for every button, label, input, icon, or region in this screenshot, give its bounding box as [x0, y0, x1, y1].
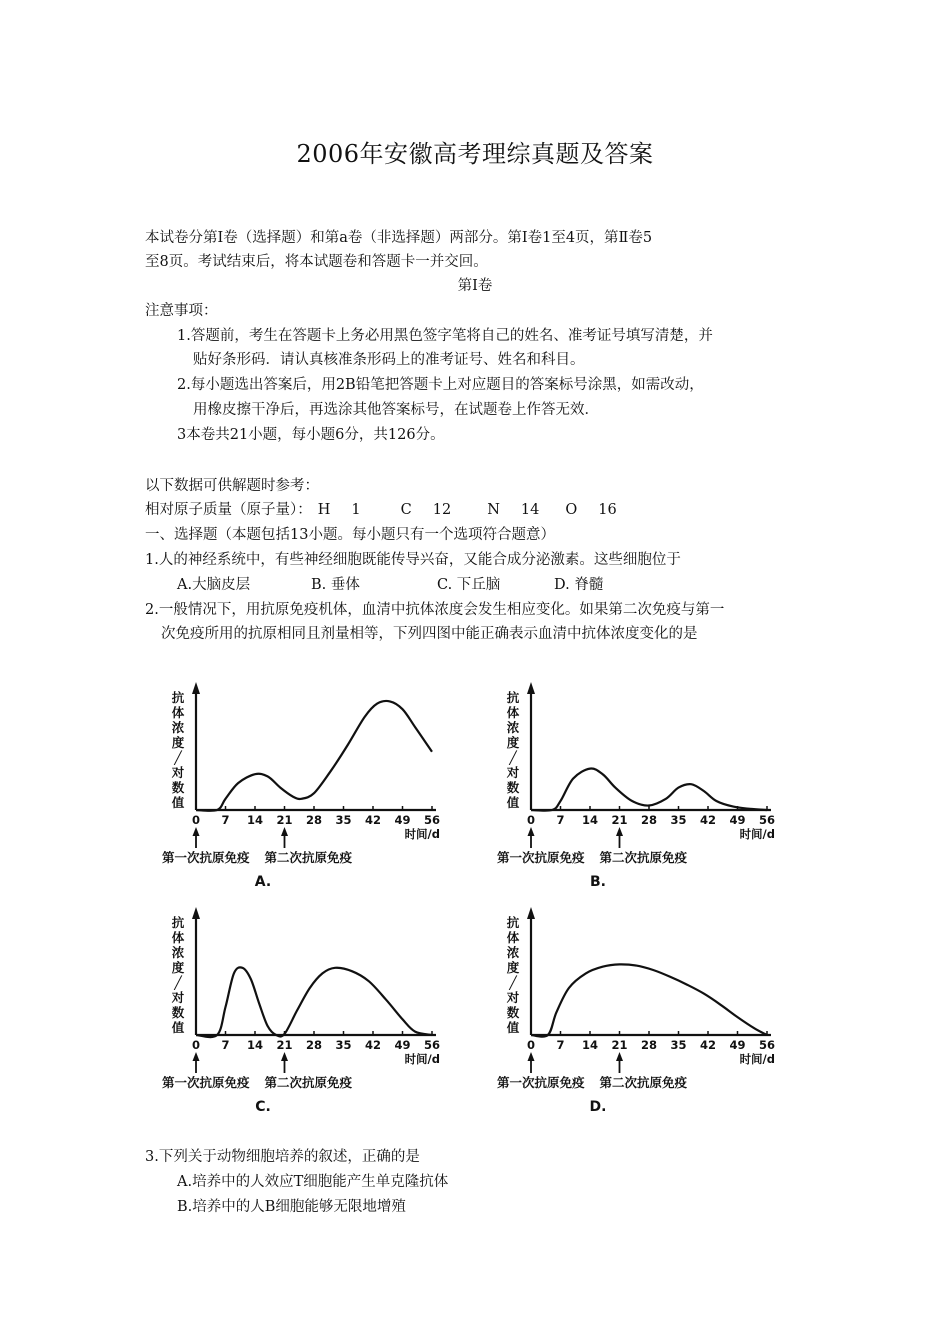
x-tick-label: 21: [611, 1038, 628, 1052]
atom-mass: 12: [432, 502, 452, 518]
note-2-cont: 用橡皮擦干净后，再选涂其他答案标号，在试题卷上作答无效．: [193, 402, 599, 418]
x-tick-label: 49: [729, 813, 746, 827]
x-tick-label: 14: [246, 1038, 264, 1052]
question-1-option-a: A.大脑皮层: [177, 577, 251, 593]
y-axis-label-char: 对: [506, 765, 520, 780]
y-axis-label-char: ╱: [174, 750, 182, 765]
y-axis-label-char: 抗: [506, 915, 520, 930]
note-3: 3本卷共21小题，每小题6分，共126分。: [177, 427, 445, 443]
first-immunization-label: 第一次抗原免疫: [497, 1075, 585, 1090]
atomic-mass-label: 相对原子质量（原子量）：: [145, 502, 312, 518]
x-tick-label: 21: [276, 1038, 293, 1052]
atom-symbol: C: [400, 502, 412, 518]
question-1-option-d: D. 脊髓: [554, 577, 604, 593]
question-1-option-b: B. 垂体: [311, 577, 360, 593]
first-immunization-arrow-head: [528, 1052, 535, 1061]
y-axis-label-char: ╱: [174, 975, 182, 990]
y-axis-label-char: 度: [171, 735, 185, 750]
x-tick-label: 21: [276, 813, 293, 827]
y-axis-label-char: 体: [506, 705, 520, 720]
y-axis-label-char: 对: [506, 990, 520, 1005]
antibody-curve: [196, 967, 432, 1037]
note-1: 1.答题前，考生在答题卡上务必用黑色签字笔将自己的姓名、准考证号填写清楚，并: [177, 328, 713, 344]
first-immunization-arrow-head: [193, 1052, 200, 1061]
y-axis-label-char: 浓: [506, 945, 520, 960]
x-tick-label: 0: [191, 813, 201, 827]
chart-c: [160, 905, 450, 1120]
question-2-stem: 2.一般情况下，用抗原免疫机体，血清中抗体浓度会发生相应变化。如果第二次免疫与第一: [145, 602, 725, 618]
first-immunization-arrow-head: [528, 827, 535, 836]
second-immunization-arrow-head: [281, 827, 288, 836]
y-axis-label-char: 度: [506, 960, 520, 975]
y-axis-label-char: 度: [171, 960, 185, 975]
intro-line-1: 本试卷分第Ⅰ卷（选择题）和第a卷（非选择题）两部分。第Ⅰ卷1至4页，第Ⅱ卷5: [145, 230, 653, 246]
atom-mass: 1: [351, 502, 361, 518]
antibody-curve: [531, 768, 767, 810]
x-tick-label: 28: [305, 813, 323, 827]
x-axis-label: 时间/d: [404, 827, 440, 841]
y-axis-label-char: 值: [506, 1020, 520, 1035]
y-axis-label-char: 浓: [171, 945, 185, 960]
y-axis-arrow: [527, 682, 535, 694]
x-tick-label: 35: [335, 1038, 352, 1052]
x-tick-label: 0: [191, 1038, 201, 1052]
y-axis-arrow: [527, 907, 535, 919]
note-1-cont: 贴好条形码．请认真核准条形码上的准考证号、姓名和科目。: [193, 352, 585, 368]
y-axis-label-char: 数: [506, 1005, 520, 1020]
y-axis-label-char: 抗: [506, 690, 520, 705]
x-tick-label: 14: [581, 1038, 599, 1052]
x-tick-label: 56: [423, 813, 441, 827]
x-tick-label: 7: [221, 1038, 230, 1052]
second-immunization-arrow-head: [616, 827, 623, 836]
x-tick-label: 56: [423, 1038, 441, 1052]
x-tick-label: 42: [699, 813, 717, 827]
x-tick-label: 49: [729, 1038, 746, 1052]
x-tick-label: 56: [758, 813, 776, 827]
second-immunization-label: 第二次抗原免疫: [264, 1075, 353, 1090]
first-immunization-label: 第一次抗原免疫: [497, 850, 585, 865]
y-axis-label-char: 数: [171, 1005, 185, 1020]
atom-symbol: O: [565, 502, 578, 518]
chart-b: [495, 680, 785, 895]
second-immunization-label: 第二次抗原免疫: [264, 850, 353, 865]
chart-svg: [495, 680, 785, 895]
chart-letter: D.: [589, 1099, 607, 1115]
atom-mass: 14: [520, 502, 540, 518]
y-axis-label-char: 对: [171, 765, 185, 780]
chart-svg: [160, 905, 450, 1120]
y-axis-label-char: 浓: [506, 720, 520, 735]
y-axis-label-char: 浓: [171, 720, 185, 735]
y-axis-label-char: 抗: [171, 690, 185, 705]
chart-letter: B.: [590, 874, 606, 890]
question-3-stem: 3.下列关于动物细胞培养的叙述，正确的是: [145, 1149, 420, 1165]
antibody-curve: [196, 701, 432, 811]
x-tick-label: 28: [640, 1038, 658, 1052]
second-immunization-label: 第二次抗原免疫: [599, 1075, 688, 1090]
x-tick-label: 14: [581, 813, 599, 827]
x-axis-label: 时间/d: [404, 1052, 440, 1066]
x-tick-label: 0: [526, 1038, 536, 1052]
chart-svg: [495, 905, 785, 1120]
first-immunization-label: 第一次抗原免疫: [162, 850, 250, 865]
notes-title: 注意事项：: [145, 303, 218, 319]
note-2: 2.每小题选出答案后，用2B铅笔把答题卡上对应题目的答案标号涂黑，如需改动，: [177, 377, 704, 393]
y-axis-label-char: 数: [171, 780, 185, 795]
x-axis-label: 时间/d: [739, 1052, 775, 1066]
y-axis-label-char: 值: [171, 1020, 185, 1035]
first-immunization-arrow-head: [193, 827, 200, 836]
x-tick-label: 7: [221, 813, 230, 827]
y-axis-label-char: 度: [506, 735, 520, 750]
first-immunization-label: 第一次抗原免疫: [162, 1075, 250, 1090]
second-immunization-label: 第二次抗原免疫: [599, 850, 688, 865]
chart-letter: A.: [254, 874, 272, 890]
y-axis-label-char: 体: [506, 930, 520, 945]
x-tick-label: 56: [758, 1038, 776, 1052]
x-tick-label: 0: [526, 813, 536, 827]
page-title: 2006年安徽高考理综真题及答案: [296, 140, 654, 168]
y-axis-label-char: 体: [171, 930, 185, 945]
question-2-stem-cont: 次免疫所用的抗原相同且剂量相等，下列四图中能正确表示血清中抗体浓度变化的是: [161, 626, 698, 642]
atom-symbol: N: [487, 502, 500, 518]
x-tick-label: 49: [394, 813, 411, 827]
x-tick-label: 7: [556, 1038, 565, 1052]
question-3-option-b: B.培养中的人B细胞能够无限地增殖: [177, 1199, 406, 1215]
x-tick-label: 21: [611, 813, 628, 827]
x-tick-label: 35: [335, 813, 352, 827]
chart-letter: C.: [255, 1099, 271, 1115]
question-1-stem: 1.人的神经系统中，有些神经细胞既能传导兴奋，又能合成分泌激素。这些细胞位于: [145, 552, 681, 568]
x-tick-label: 35: [670, 813, 687, 827]
chart-svg: [160, 680, 450, 895]
y-axis-label-char: 体: [171, 705, 185, 720]
volume-label: 第Ⅰ卷: [457, 278, 493, 294]
y-axis-label-char: ╱: [509, 750, 517, 765]
second-immunization-arrow-head: [616, 1052, 623, 1061]
atom-symbol: H: [317, 502, 331, 518]
atom-mass: 16: [598, 502, 617, 518]
question-3-option-a: A.培养中的人效应T细胞能产生单克隆抗体: [177, 1174, 449, 1190]
x-tick-label: 14: [246, 813, 264, 827]
question-1-option-c: C. 下丘脑: [437, 577, 501, 593]
x-tick-label: 28: [305, 1038, 323, 1052]
x-tick-label: 42: [699, 1038, 717, 1052]
y-axis-label-char: 数: [506, 780, 520, 795]
x-tick-label: 35: [670, 1038, 687, 1052]
antibody-curve: [531, 964, 767, 1036]
chart-d: [495, 905, 785, 1120]
atomic-mass-line: [145, 500, 617, 520]
reference-title: 以下数据可供解题时参考：: [145, 478, 319, 494]
y-axis-arrow: [192, 907, 200, 919]
y-axis-label-char: 值: [506, 795, 520, 810]
x-tick-label: 7: [556, 813, 565, 827]
intro-line-2: 至8页。考试结束后，将本试题卷和答题卡一并交回。: [145, 254, 488, 270]
chart-a: [160, 680, 450, 895]
x-tick-label: 42: [364, 813, 382, 827]
x-tick-label: 28: [640, 813, 658, 827]
y-axis-label-char: 值: [171, 795, 185, 810]
x-tick-label: 42: [364, 1038, 382, 1052]
section-title: 一、选择题（本题包括13小题。每小题只有一个选项符合题意）: [145, 527, 555, 543]
x-tick-label: 49: [394, 1038, 411, 1052]
y-axis-label-char: 抗: [171, 915, 185, 930]
y-axis-label-char: 对: [171, 990, 185, 1005]
y-axis-arrow: [192, 682, 200, 694]
x-axis-label: 时间/d: [739, 827, 775, 841]
y-axis-label-char: ╱: [509, 975, 517, 990]
second-immunization-arrow-head: [281, 1052, 288, 1061]
